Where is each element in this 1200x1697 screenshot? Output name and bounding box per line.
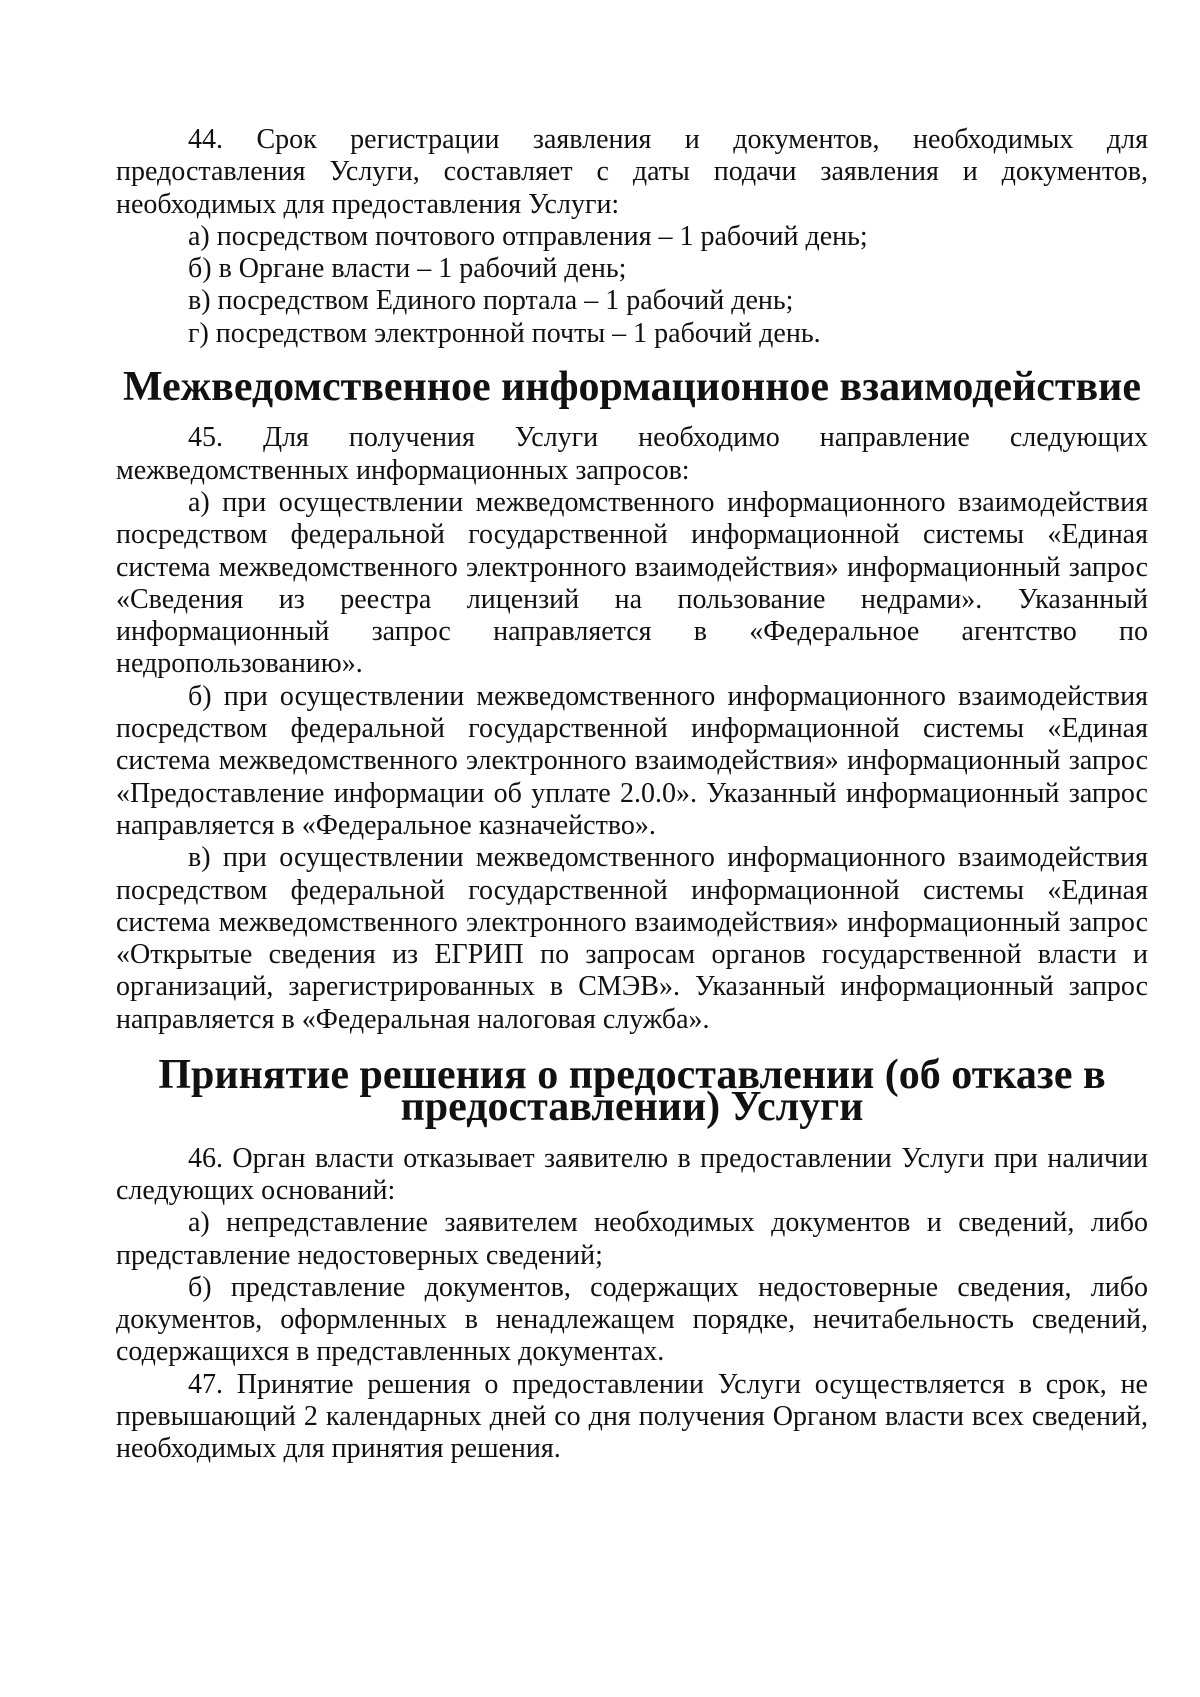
paragraph-46-item-b: б) представление документов, содержащих недостоверные сведения, либо документов, оформленных в ненадлежащем порядке, нечитабельность сведений, содержащихся в представленных документах.: [116, 1271, 1148, 1368]
paragraph-46-item-a: а) непредставление заявителем необходимых документов и сведений, либо представление недостоверных сведений;: [116, 1207, 1148, 1271]
section-heading-decision: Принятие решения о предоставлении (об отказе в предоставлении) Услуги: [158, 1052, 1106, 1131]
section-heading-interagency: Межведомственное информационное взаимодействие: [122, 364, 1142, 411]
paragraph-44-item-d: г) посредством электронной почты – 1 рабочий день.: [188, 317, 821, 349]
document-body: [116, 124, 1148, 1466]
paragraph-44-item-c: в) посредством Единого портала – 1 рабочий день;: [188, 285, 794, 317]
paragraph-44-intro: 44. Срок регистрации заявления и документов, необходимых для предоставления Услуги, составляет с даты подачи заявления и документов, необходимых для предоставления Услуги:: [116, 124, 1148, 220]
paragraph-46-intro: 46. Орган власти отказывает заявителю в предоставлении Услуги при наличии следующих оснований:: [116, 1142, 1148, 1206]
paragraph-44-item-a: а) посредством почтового отправления – 1 рабочий день;: [188, 220, 868, 252]
paragraph-47: 47. Принятие решения о предоставлении Услуги осуществляется в срок, не превышающий 2 календарных дней со дня получения Органом власти всех сведений, необходимых для принятия решения.: [116, 1368, 1148, 1465]
paragraph-45-item-c: в) при осуществлении межведомственного информационного взаимодействия посредством федеральной государственной информационной системы «Единая система межведомственного электронного взаимодействия» информационный запрос «Открытые сведения из ЕГРИП по запросам органов государственной власти и организаций, зарегистрированных в СМЭВ». Указанный информационный запрос направляется в «Федеральная налоговая служба».: [116, 842, 1148, 1035]
paragraph-45-item-a: а) при осуществлении межведомственного информационного взаимодействия посредством федеральной государственной информационной системы «Единая система межведомственного электронного взаимодействия» информационный запрос «Сведения из реестра лицензий на пользование недрами». Указанный информационный запрос направляется в «Федеральное агентство по недропользованию».: [116, 486, 1148, 680]
paragraph-44-item-b: б) в Органе власти – 1 рабочий день;: [188, 253, 627, 285]
paragraph-45-item-b: б) при осуществлении межведомственного информационного взаимодействия посредством федеральной государственной информационной системы «Единая система межведомственного электронного взаимодействия» информационный запрос «Предоставление информации об уплате 2.0.0». Указанный информационный запрос направляется в «Федеральное казначейство».: [116, 680, 1148, 841]
paragraph-45-intro: 45. Для получения Услуги необходимо направление следующих межведомственных информационных запросов:: [116, 422, 1148, 486]
